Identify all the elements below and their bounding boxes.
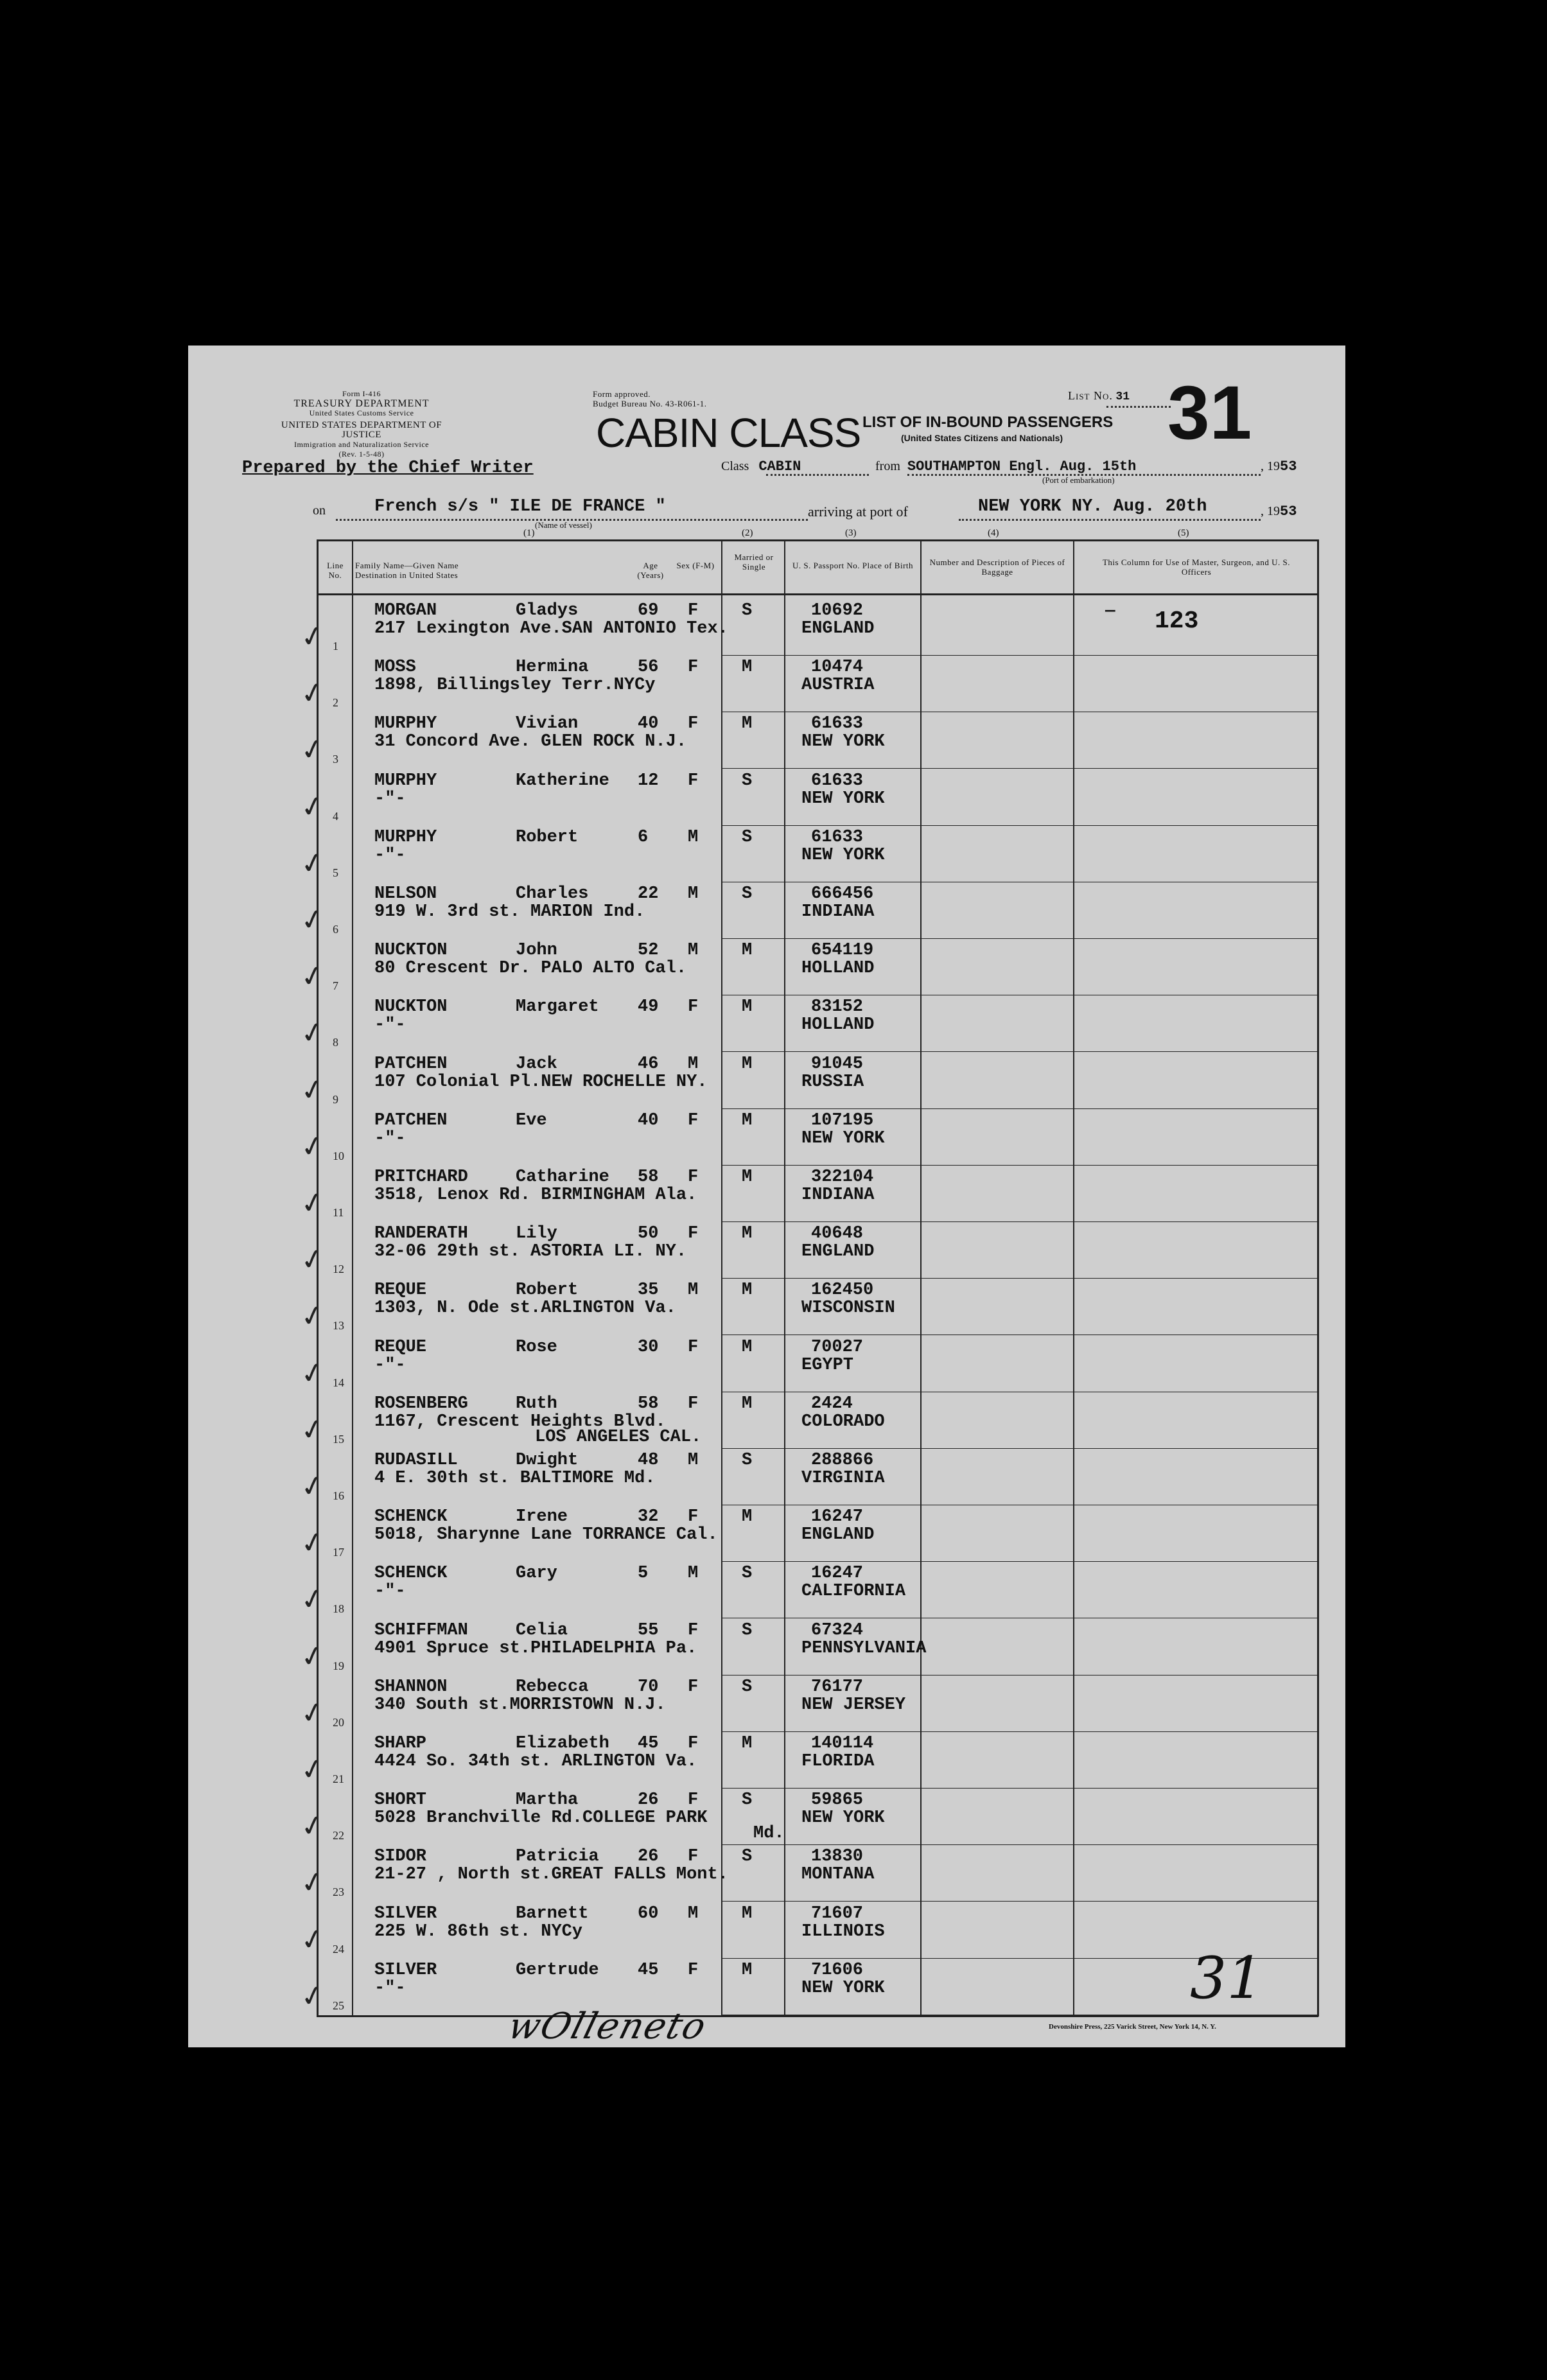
marital-status: S bbox=[742, 601, 753, 620]
line-number: 19 bbox=[333, 1659, 344, 1672]
marital-status: M bbox=[742, 997, 753, 1017]
check-mark-icon: ✓ bbox=[297, 1467, 328, 1505]
check-mark-icon: ✓ bbox=[297, 788, 328, 825]
given-name: Ruth bbox=[516, 1394, 557, 1413]
marital-status: S bbox=[742, 1677, 753, 1697]
arriving-port: NEW YORK NY. Aug. 20th bbox=[978, 497, 1207, 516]
destination-address: 1898, Billingsley Terr.NYCy bbox=[374, 676, 656, 696]
passport-number: 10692 bbox=[811, 601, 864, 620]
check-mark-icon: ✓ bbox=[297, 1241, 328, 1279]
class-line: Class CABIN bbox=[721, 459, 801, 475]
destination-address: 1167, Crescent Heights Blvd. bbox=[374, 1412, 666, 1431]
given-name: Margaret bbox=[516, 997, 599, 1017]
age: 45 bbox=[638, 1734, 659, 1753]
family-name: PRITCHARD bbox=[374, 1168, 468, 1187]
place-of-birth: NEW JERSEY bbox=[801, 1695, 906, 1715]
line-number: 16 bbox=[333, 1489, 344, 1502]
age: 40 bbox=[638, 714, 659, 734]
line-number: 2 bbox=[333, 696, 338, 710]
passport-number: 10474 bbox=[811, 658, 864, 678]
column-number: (3) bbox=[845, 528, 857, 538]
age: 26 bbox=[638, 1790, 659, 1810]
place-of-birth: ENGLAND bbox=[801, 1242, 875, 1262]
marital-status: S bbox=[742, 1451, 753, 1470]
place-of-birth: CALIFORNIA bbox=[801, 1582, 906, 1602]
place-of-birth: NEW YORK bbox=[801, 732, 885, 752]
line-number: 12 bbox=[333, 1263, 344, 1276]
place-of-birth: FLORIDA bbox=[801, 1752, 875, 1771]
family-name: SCHIFFMAN bbox=[374, 1620, 468, 1640]
marital-status: M bbox=[742, 1337, 753, 1357]
age: 6 bbox=[638, 827, 649, 847]
family-name: ROSENBERG bbox=[374, 1394, 468, 1413]
given-name: Eve bbox=[516, 1110, 547, 1130]
family-name: SILVER bbox=[374, 1903, 437, 1923]
check-mark-icon: ✓ bbox=[297, 731, 328, 769]
citizens-subtitle: (United States Citizens and Nationals) bbox=[901, 433, 1063, 443]
col-header-married: Married or Single bbox=[734, 552, 774, 572]
age: 32 bbox=[638, 1507, 659, 1527]
port-embarkation-caption: (Port of embarkation) bbox=[1042, 475, 1115, 485]
check-mark-icon: ✓ bbox=[297, 1864, 328, 1902]
family-name: SIDOR bbox=[374, 1847, 427, 1867]
sex: F bbox=[688, 1620, 699, 1640]
family-name: RANDERATH bbox=[374, 1224, 468, 1244]
from-line: from SOUTHAMPTON Engl. Aug. 15th bbox=[875, 459, 1137, 475]
destination-address: 32-06 29th st. ASTORIA LI. NY. bbox=[374, 1242, 687, 1262]
line-number: 25 bbox=[333, 1999, 344, 2012]
destination-address: 340 South st.MORRISTOWN N.J. bbox=[374, 1695, 666, 1715]
form-info: Form I-416 TREASURY DEPARTMENT United States Customs Service UNITED STATES DEPARTMENT OF JUSTICE Immigration and Naturalization Service (Rev. 1-5-48) bbox=[281, 389, 442, 459]
family-name: REQUE bbox=[374, 1281, 427, 1300]
age: 22 bbox=[638, 884, 659, 904]
line-number: 13 bbox=[333, 1319, 344, 1333]
check-mark-icon: ✓ bbox=[297, 1694, 328, 1732]
line-number: 6 bbox=[333, 923, 338, 936]
marital-status: S bbox=[742, 884, 753, 904]
check-mark-icon: ✓ bbox=[297, 844, 328, 882]
check-mark-icon: ✓ bbox=[297, 1411, 328, 1449]
check-mark-icon: ✓ bbox=[297, 1638, 328, 1675]
line-number: 15 bbox=[333, 1432, 344, 1446]
check-mark-icon: ✓ bbox=[297, 674, 328, 712]
family-name: PATCHEN bbox=[374, 1054, 448, 1074]
passport-number: 162450 bbox=[811, 1281, 874, 1300]
family-name: MURPHY bbox=[374, 714, 437, 734]
sex: M bbox=[688, 1281, 699, 1300]
age: 58 bbox=[638, 1168, 659, 1187]
passport-number: 83152 bbox=[811, 997, 864, 1017]
line-number: 22 bbox=[333, 1829, 344, 1842]
line-number: 3 bbox=[333, 753, 338, 766]
from-year: , 1953 bbox=[1261, 459, 1297, 475]
col-header-line: Line No. bbox=[327, 561, 344, 580]
destination-address: -"- bbox=[374, 1128, 406, 1148]
on-label: on bbox=[313, 503, 326, 518]
marital-status: M bbox=[742, 941, 753, 961]
family-name: SILVER bbox=[374, 1960, 437, 1980]
col-header-baggage: Number and Description of Pieces of Baggage bbox=[929, 557, 1065, 577]
family-name: MORGAN bbox=[374, 601, 437, 620]
column-number: (5) bbox=[1178, 528, 1189, 538]
line-number: 23 bbox=[333, 1886, 344, 1899]
passport-number: 322104 bbox=[811, 1168, 874, 1187]
line-number: 7 bbox=[333, 979, 338, 993]
family-name: NUCKTON bbox=[374, 941, 448, 961]
check-mark-icon: ✓ bbox=[297, 1015, 328, 1052]
sex: F bbox=[688, 1847, 699, 1867]
age: 49 bbox=[638, 997, 659, 1017]
line-number: 8 bbox=[333, 1036, 338, 1049]
passport-number: 40648 bbox=[811, 1224, 864, 1244]
line-number: 17 bbox=[333, 1546, 344, 1559]
destination-address: -"- bbox=[374, 1015, 406, 1035]
destination-address: 107 Colonial Pl.NEW ROCHELLE NY. bbox=[374, 1072, 708, 1092]
family-name: MOSS bbox=[374, 658, 416, 678]
place-of-birth: EGYPT bbox=[801, 1355, 854, 1375]
line-number: 1 bbox=[333, 640, 338, 652]
line-number: 4 bbox=[333, 809, 338, 823]
passport-number: 71607 bbox=[811, 1903, 864, 1923]
age: 52 bbox=[638, 941, 659, 961]
officer-dash: — bbox=[1105, 601, 1115, 620]
check-mark-icon: ✓ bbox=[297, 1807, 328, 1845]
column-number: (1) bbox=[523, 528, 535, 538]
passport-number: 70027 bbox=[811, 1337, 864, 1357]
arrival-year: , 1953 bbox=[1261, 503, 1297, 520]
passport-number: 61633 bbox=[811, 827, 864, 847]
sex: M bbox=[688, 1054, 699, 1074]
sex: F bbox=[688, 1224, 699, 1244]
age: 58 bbox=[638, 1394, 659, 1413]
line-number: 20 bbox=[333, 1715, 344, 1729]
destination-address: 4 E. 30th st. BALTIMORE Md. bbox=[374, 1469, 656, 1488]
sex: M bbox=[688, 884, 699, 904]
destination-address: 225 W. 86th st. NYCy bbox=[374, 1921, 583, 1941]
age: 70 bbox=[638, 1677, 659, 1697]
given-name: Barnett bbox=[516, 1903, 589, 1923]
passport-number: 2424 bbox=[811, 1394, 853, 1413]
age: 69 bbox=[638, 601, 659, 620]
destination-address: -"- bbox=[374, 789, 406, 809]
sex: F bbox=[688, 714, 699, 734]
given-name: Charles bbox=[516, 884, 589, 904]
check-mark-icon: ✓ bbox=[297, 1921, 328, 1958]
sex: F bbox=[688, 1394, 699, 1413]
col-header-passport: U. S. Passport No. Place of Birth bbox=[792, 561, 914, 570]
passport-number: 61633 bbox=[811, 771, 864, 791]
passport-number: 140114 bbox=[811, 1734, 874, 1753]
place-of-birth: INDIANA bbox=[801, 1186, 875, 1205]
destination-address: 1303, N. Ode st.ARLINGTON Va. bbox=[374, 1299, 676, 1318]
signature: wOlleneto bbox=[503, 2006, 712, 2047]
passport-number: 71606 bbox=[811, 1960, 864, 1980]
sex: F bbox=[688, 601, 699, 620]
cabin-class-title: CABIN CLASS bbox=[596, 410, 861, 456]
family-name: PATCHEN bbox=[374, 1110, 448, 1130]
sex: M bbox=[688, 1903, 699, 1923]
check-mark-icon: ✓ bbox=[297, 1184, 328, 1222]
destination-address: 217 Lexington Ave.SAN ANTONIO Tex. bbox=[374, 619, 728, 638]
passport-number: 91045 bbox=[811, 1054, 864, 1074]
destination-address: 3518, Lenox Rd. BIRMINGHAM Ala. bbox=[374, 1186, 697, 1205]
destination-address: 5018, Sharynne Lane TORRANCE Cal. bbox=[374, 1525, 718, 1545]
passport-number: 16247 bbox=[811, 1507, 864, 1527]
given-name: Elizabeth bbox=[516, 1734, 609, 1753]
family-name: SHARP bbox=[374, 1734, 427, 1753]
marital-status: M bbox=[742, 1903, 753, 1923]
form-approval: Form approved. Budget Bureau No. 43-R061-1. bbox=[593, 389, 707, 408]
destination-address: 919 W. 3rd st. MARION Ind. bbox=[374, 902, 645, 922]
given-name: Jack bbox=[516, 1054, 557, 1074]
sex: M bbox=[688, 1564, 699, 1584]
place-of-birth: HOLLAND bbox=[801, 1015, 875, 1035]
given-name: Vivian bbox=[516, 714, 579, 734]
age: 40 bbox=[638, 1110, 659, 1130]
given-name: Patricia bbox=[516, 1847, 599, 1867]
check-mark-icon: ✓ bbox=[297, 618, 328, 656]
sex: F bbox=[688, 658, 699, 678]
passport-number: 67324 bbox=[811, 1620, 864, 1640]
age: 60 bbox=[638, 1903, 659, 1923]
sex: M bbox=[688, 941, 699, 961]
line-number: 14 bbox=[333, 1376, 344, 1389]
place-of-birth: WISCONSIN bbox=[801, 1299, 895, 1318]
marital-status: S bbox=[742, 1847, 753, 1867]
check-mark-icon: ✓ bbox=[297, 1581, 328, 1618]
marital-status: M bbox=[742, 1394, 753, 1413]
sex: F bbox=[688, 771, 699, 791]
given-name: Robert bbox=[516, 827, 579, 847]
check-mark-icon: ✓ bbox=[297, 1977, 328, 2015]
line-number: 21 bbox=[333, 1772, 344, 1785]
sex: F bbox=[688, 1337, 699, 1357]
sex: M bbox=[688, 1451, 699, 1470]
place-of-birth: ILLINOIS bbox=[801, 1921, 885, 1941]
sex: F bbox=[688, 1168, 699, 1187]
marital-status: M bbox=[742, 1734, 753, 1753]
sex: F bbox=[688, 1734, 699, 1753]
place-of-birth: NEW YORK bbox=[801, 1128, 885, 1148]
line-number: 10 bbox=[333, 1149, 344, 1162]
family-name: MURPHY bbox=[374, 827, 437, 847]
destination-address: -"- bbox=[374, 845, 406, 865]
destination-address: 5028 Branchville Rd.COLLEGE PARK bbox=[374, 1808, 708, 1828]
marital-status: S bbox=[742, 827, 753, 847]
place-of-birth: NEW YORK bbox=[801, 1978, 885, 1998]
check-mark-icon: ✓ bbox=[297, 1298, 328, 1335]
check-mark-icon: ✓ bbox=[297, 958, 328, 995]
sex: F bbox=[688, 997, 699, 1017]
given-name: Irene bbox=[516, 1507, 568, 1527]
family-name: REQUE bbox=[374, 1337, 427, 1357]
col-header-officers: This Column for Use of Master, Surgeon, and U. S. Officers bbox=[1102, 557, 1291, 577]
check-mark-icon: ✓ bbox=[297, 901, 328, 939]
line-number: 9 bbox=[333, 1092, 338, 1106]
inbound-title: LIST OF IN-BOUND PASSENGERS bbox=[862, 414, 1114, 431]
check-mark-icon: ✓ bbox=[297, 1751, 328, 1789]
given-name: Celia bbox=[516, 1620, 568, 1640]
given-name: Katherine bbox=[516, 771, 609, 791]
col-header-name: Family Name—Given Name Destination in United States bbox=[355, 561, 459, 580]
age: 5 bbox=[638, 1564, 649, 1584]
marital-status: M bbox=[742, 1110, 753, 1130]
family-name: SCHENCK bbox=[374, 1507, 448, 1527]
column-number: (4) bbox=[988, 528, 999, 538]
prepared-by: Prepared by the Chief Writer bbox=[242, 459, 534, 478]
printer-credit: Devonshire Press, 225 Varick Street, New York 14, N. Y. bbox=[1049, 2023, 1216, 2031]
passport-number: 13830 bbox=[811, 1847, 864, 1867]
sex: F bbox=[688, 1507, 699, 1527]
family-name: MURPHY bbox=[374, 771, 437, 791]
marital-status: M bbox=[742, 658, 753, 678]
line-number: 24 bbox=[333, 1942, 344, 1956]
sex: F bbox=[688, 1790, 699, 1810]
age: 48 bbox=[638, 1451, 659, 1470]
marital-status: S bbox=[742, 771, 753, 791]
given-name: Martha bbox=[516, 1790, 579, 1810]
line-number: 5 bbox=[333, 866, 338, 879]
marital-status: M bbox=[742, 1507, 753, 1527]
age: 50 bbox=[638, 1224, 659, 1244]
check-mark-icon: ✓ bbox=[297, 1128, 328, 1166]
vessel-name: French s/s " ILE DE FRANCE " bbox=[374, 497, 666, 516]
place-of-birth: PENNSYLVANIA bbox=[801, 1638, 927, 1658]
arriving-label: arriving at port of bbox=[808, 503, 908, 520]
destination-address-2: LOS ANGELES CAL. bbox=[535, 1427, 702, 1447]
vessel-caption: (Name of vessel) bbox=[535, 520, 592, 530]
given-name: Dwight bbox=[516, 1451, 579, 1470]
list-number: List No. 31 bbox=[1068, 389, 1130, 403]
destination-address: -"- bbox=[374, 1355, 406, 1375]
given-name: Hermina bbox=[516, 658, 589, 678]
given-name: Rose bbox=[516, 1337, 557, 1357]
age: 12 bbox=[638, 771, 659, 791]
passport-number: 16247 bbox=[811, 1564, 864, 1584]
place-of-birth: NEW YORK bbox=[801, 845, 885, 865]
marital-status: S bbox=[742, 1564, 753, 1584]
age: 55 bbox=[638, 1620, 659, 1640]
col-header-sex: Sex (F-M) bbox=[676, 561, 715, 570]
line-number: 18 bbox=[333, 1602, 344, 1616]
passport-number: 107195 bbox=[811, 1110, 874, 1130]
destination-address: -"- bbox=[374, 1978, 406, 1998]
age: 46 bbox=[638, 1054, 659, 1074]
manifest-sheet bbox=[188, 346, 1345, 2047]
column-number: (2) bbox=[742, 528, 753, 538]
passport-number: 666456 bbox=[811, 884, 874, 904]
given-name: Gladys bbox=[516, 601, 579, 620]
family-name: SCHENCK bbox=[374, 1564, 448, 1584]
destination-address: 4901 Spruce st.PHILADELPHIA Pa. bbox=[374, 1638, 697, 1658]
given-name: Gary bbox=[516, 1564, 557, 1584]
given-name: Catharine bbox=[516, 1168, 609, 1187]
marital-status: M bbox=[742, 1281, 753, 1300]
list-number-stamp: 31 bbox=[1167, 371, 1252, 455]
marital-status: S bbox=[742, 1620, 753, 1640]
place-of-birth: ENGLAND bbox=[801, 619, 875, 638]
place-of-birth: NEW YORK bbox=[801, 1808, 885, 1828]
place-of-birth: NEW YORK bbox=[801, 789, 885, 809]
family-name: RUDASILL bbox=[374, 1451, 458, 1470]
place-of-birth: INDIANA bbox=[801, 902, 875, 922]
family-name: SHANNON bbox=[374, 1677, 448, 1697]
family-name: NUCKTON bbox=[374, 997, 448, 1017]
col-header-age: Age (Years) bbox=[637, 561, 664, 580]
given-name: Rebecca bbox=[516, 1677, 589, 1697]
passport-number: 288866 bbox=[811, 1451, 874, 1470]
officer-note: 123 bbox=[1155, 608, 1199, 635]
check-mark-icon: ✓ bbox=[297, 1354, 328, 1392]
passport-number: 76177 bbox=[811, 1677, 864, 1697]
place-of-birth: COLORADO bbox=[801, 1412, 885, 1431]
age: 30 bbox=[638, 1337, 659, 1357]
check-mark-icon: ✓ bbox=[297, 1524, 328, 1562]
given-name: John bbox=[516, 941, 557, 961]
passport-number: 61633 bbox=[811, 714, 864, 734]
destination-address: 4424 So. 34th st. ARLINGTON Va. bbox=[374, 1752, 697, 1771]
marital-status: M bbox=[742, 1960, 753, 1980]
destination-address: 21-27 , North st.GREAT FALLS Mont. bbox=[374, 1865, 728, 1885]
passport-number: 654119 bbox=[811, 941, 874, 961]
passport-number: 59865 bbox=[811, 1790, 864, 1810]
sex: F bbox=[688, 1677, 699, 1697]
sex: F bbox=[688, 1960, 699, 1980]
age: 26 bbox=[638, 1847, 659, 1867]
given-name: Robert bbox=[516, 1281, 579, 1300]
given-name: Lily bbox=[516, 1224, 557, 1244]
place-of-birth: RUSSIA bbox=[801, 1072, 864, 1092]
handwritten-count: 31 bbox=[1190, 1945, 1264, 2012]
family-name: SHORT bbox=[374, 1790, 427, 1810]
place-of-birth: HOLLAND bbox=[801, 959, 875, 979]
given-name: Gertrude bbox=[516, 1960, 599, 1980]
family-name: NELSON bbox=[374, 884, 437, 904]
destination-address-2: Md. bbox=[753, 1824, 785, 1844]
marital-status: S bbox=[742, 1790, 753, 1810]
check-mark-icon: ✓ bbox=[297, 1071, 328, 1108]
place-of-birth: ENGLAND bbox=[801, 1525, 875, 1545]
marital-status: M bbox=[742, 1168, 753, 1187]
place-of-birth: VIRGINIA bbox=[801, 1469, 885, 1488]
age: 56 bbox=[638, 658, 659, 678]
marital-status: M bbox=[742, 1224, 753, 1244]
line-number: 11 bbox=[333, 1206, 344, 1219]
place-of-birth: AUSTRIA bbox=[801, 676, 875, 696]
age: 35 bbox=[638, 1281, 659, 1300]
sex: M bbox=[688, 827, 699, 847]
sex: F bbox=[688, 1110, 699, 1130]
destination-address: 31 Concord Ave. GLEN ROCK N.J. bbox=[374, 732, 687, 752]
destination-address: -"- bbox=[374, 1582, 406, 1602]
destination-address: 80 Crescent Dr. PALO ALTO Cal. bbox=[374, 959, 687, 979]
marital-status: M bbox=[742, 714, 753, 734]
marital-status: M bbox=[742, 1054, 753, 1074]
age: 45 bbox=[638, 1960, 659, 1980]
place-of-birth: MONTANA bbox=[801, 1865, 875, 1885]
